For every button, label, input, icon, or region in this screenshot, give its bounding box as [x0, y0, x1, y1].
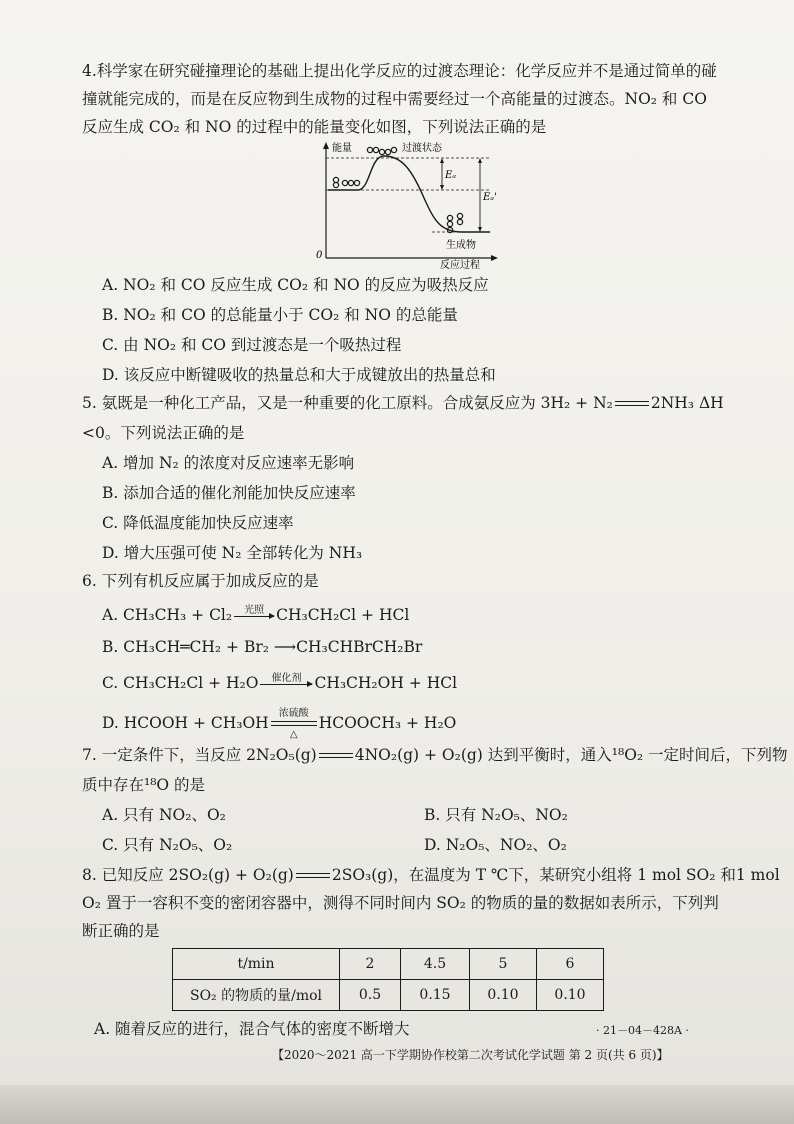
ea2-arrow-head	[478, 227, 482, 232]
q4-option-d[interactable]: D. 该反应中断键吸收的热量总和大于成键放出的热量总和	[102, 366, 496, 384]
q4-stem-line3: 反应生成 CO₂ 和 NO 的过程中的能量变化如图，下列说法正确的是	[82, 118, 547, 136]
q4-option-b[interactable]: B. NO₂ 和 CO 的总能量小于 CO₂ 和 NO 的总能量	[102, 306, 458, 324]
product-molecule-dot	[457, 213, 462, 218]
x-axis-arrow	[491, 255, 498, 261]
equilibrium-arrow	[296, 872, 330, 880]
q6-d-right: HCOOCH₃ + H₂O	[318, 714, 457, 732]
ea2-arrow-head	[478, 158, 482, 163]
q7-option-b[interactable]: B. 只有 N₂O₅、NO₂	[424, 806, 568, 824]
product-molecule-dot	[447, 215, 452, 220]
q4-stem-line1: 4.科学家在研究碰撞理论的基础上提出化学反应的过渡态理论：化学反应并不是通过简单的碰	[82, 62, 717, 80]
ts-molecule-dot	[367, 147, 372, 152]
table-cell: t/min	[173, 949, 340, 980]
q8-stem-pre: 8. 已知反应 2SO₂(g) + O₂(g)	[82, 866, 294, 884]
q5-option-b[interactable]: B. 添加合适的催化剂能加快反应速率	[102, 484, 356, 502]
q5-option-c[interactable]: C. 降低温度能加快反应速率	[102, 514, 294, 532]
q4-stem-line2: 撞就能完成的，而是在反应物到生成物的过程中需要经过一个高能量的过渡态。NO₂ 和 CO	[82, 90, 707, 108]
q7-stem-line1	[82, 744, 788, 766]
condition-label: 催化剂	[271, 672, 302, 684]
q6-stem: 6. 下列有机反应属于加成反应的是	[82, 572, 319, 590]
ea-arrow-head	[440, 158, 444, 163]
q5-stem-pre: 5. 氨既是一种化工产品，又是一种重要的化工原料。合成氨反应为 3H₂ + N₂	[82, 394, 613, 412]
q5-option-a[interactable]: A. 增加 N₂ 的浓度对反应速率无影响	[102, 454, 355, 472]
ts-molecule-dot	[391, 147, 396, 152]
q8-stem-line1	[82, 864, 780, 886]
energy-diagram-svg	[312, 140, 502, 270]
q6-option-c[interactable]	[102, 672, 457, 696]
condition-label: 光照	[244, 604, 265, 616]
q5-stem-line2: <0。下列说法正确的是	[82, 424, 245, 442]
q5-stem-post: 2NH₃ ΔH	[650, 394, 724, 412]
table-cell: 2	[340, 949, 401, 980]
reaction-arrow	[260, 673, 312, 696]
q8-option-a[interactable]: A. 随着反应的进行，混合气体的密度不断增大	[94, 1020, 410, 1038]
table-cell: SO₂ 的物质的量/mol	[173, 980, 340, 1011]
reactant-molecule-dot	[354, 180, 359, 185]
q7-stem-pre: 7. 一定条件下，当反应 2N₂O₅(g)	[82, 746, 317, 764]
q6-option-a[interactable]	[102, 604, 409, 628]
table-cell: 0.5	[340, 980, 401, 1011]
q8-stem-post: 2SO₃(g)，在温度为 T ℃下，某研究小组将 1 mol SO₂ 和1 mol	[331, 866, 780, 884]
product-label: 生成物	[446, 240, 476, 251]
equilibrium-arrow	[319, 752, 353, 760]
q6-a-left: A. CH₃CH₃ + Cl₂	[102, 606, 233, 624]
ts-molecule-dot	[373, 147, 378, 152]
product-molecule-dot	[457, 219, 462, 224]
table-cell: 6	[537, 949, 604, 980]
q7-option-c[interactable]: C. 只有 N₂O₅、O₂	[102, 836, 233, 854]
table-cell: 0.15	[401, 980, 470, 1011]
q4-option-a[interactable]: A. NO₂ 和 CO 反应生成 CO₂ 和 NO 的反应为吸热反应	[102, 276, 489, 294]
table-cell: 5	[470, 949, 537, 980]
table-cell: 0.10	[470, 980, 537, 1011]
q4-option-c[interactable]: C. 由 NO₂ 和 CO 到过渡态是一个吸热过程	[102, 336, 402, 354]
origin-label: 0	[316, 250, 323, 261]
q8-stem-line2: O₂ 置于一容积不变的密闭容器中，测得不同时间内 SO₂ 的物质的量的数据如表所示，下列判	[82, 894, 719, 912]
q5-option-d[interactable]: D. 增大压强可使 N₂ 全部转化为 NH₃	[102, 544, 363, 562]
table-cell: 4.5	[401, 949, 470, 980]
condition-label-top: 浓硫酸	[278, 708, 309, 719]
q6-option-d[interactable]	[102, 708, 456, 740]
q7-option-d[interactable]: D. N₂O₅、NO₂、O₂	[424, 836, 567, 854]
page-footer: 【2020～2021 高一下学期协作校第二次考试化学试题 第 2 页(共 6 页)】	[272, 1048, 669, 1062]
energy-diagram	[312, 140, 502, 270]
ea-label: Eₐ	[445, 170, 457, 181]
q8-stem-line3: 断正确的是	[82, 922, 160, 940]
q6-d-left: D. HCOOH + CH₃OH	[102, 714, 269, 732]
q6-a-right: CH₃CH₂Cl + HCl	[276, 606, 410, 624]
q7-option-a[interactable]: A. 只有 NO₂、O₂	[102, 806, 226, 824]
so2-data-table	[172, 948, 604, 1011]
table-cell: 0.10	[537, 980, 604, 1011]
y-axis-arrow	[323, 142, 329, 149]
reaction-arrow	[234, 605, 274, 628]
q6-c-left: C. CH₃CH₂Cl + H₂O	[102, 674, 259, 692]
ts-molecule-dot	[379, 149, 384, 154]
equilibrium-arrow	[615, 400, 649, 408]
reversible-arrow	[271, 708, 317, 740]
product-molecule-dot	[447, 221, 452, 226]
q5-stem-line1	[82, 392, 724, 414]
table-row	[173, 949, 604, 980]
ea-arrow-head	[440, 185, 444, 190]
q6-option-b[interactable]: B. CH₃CH═CH₂ + Br₂ ⟶CH₃CHBrCH₂Br	[102, 638, 423, 656]
energy-curve	[328, 156, 490, 232]
condition-label-bottom: △	[289, 729, 298, 740]
x-axis-label: 反应过程	[440, 260, 480, 270]
reactant-molecule-dot	[348, 180, 353, 185]
ts-label: 过渡状态	[402, 143, 442, 154]
reactant-molecule-dot	[342, 180, 347, 185]
y-axis-label: 能量	[332, 143, 352, 154]
ts-molecule-dot	[385, 149, 390, 154]
paper-code: · 21－04－428A ·	[596, 1024, 689, 1037]
table-row	[173, 980, 604, 1011]
q6-c-right: CH₃CH₂OH + HCl	[314, 674, 458, 692]
q7-stem-post: 4NO₂(g) + O₂(g) 达到平衡时，通入¹⁸O₂ 一定时间后，下列物	[354, 746, 788, 764]
q7-stem-line2: 质中存在¹⁸O 的是	[82, 776, 206, 794]
ea2-label: Eₐ'	[483, 192, 497, 203]
